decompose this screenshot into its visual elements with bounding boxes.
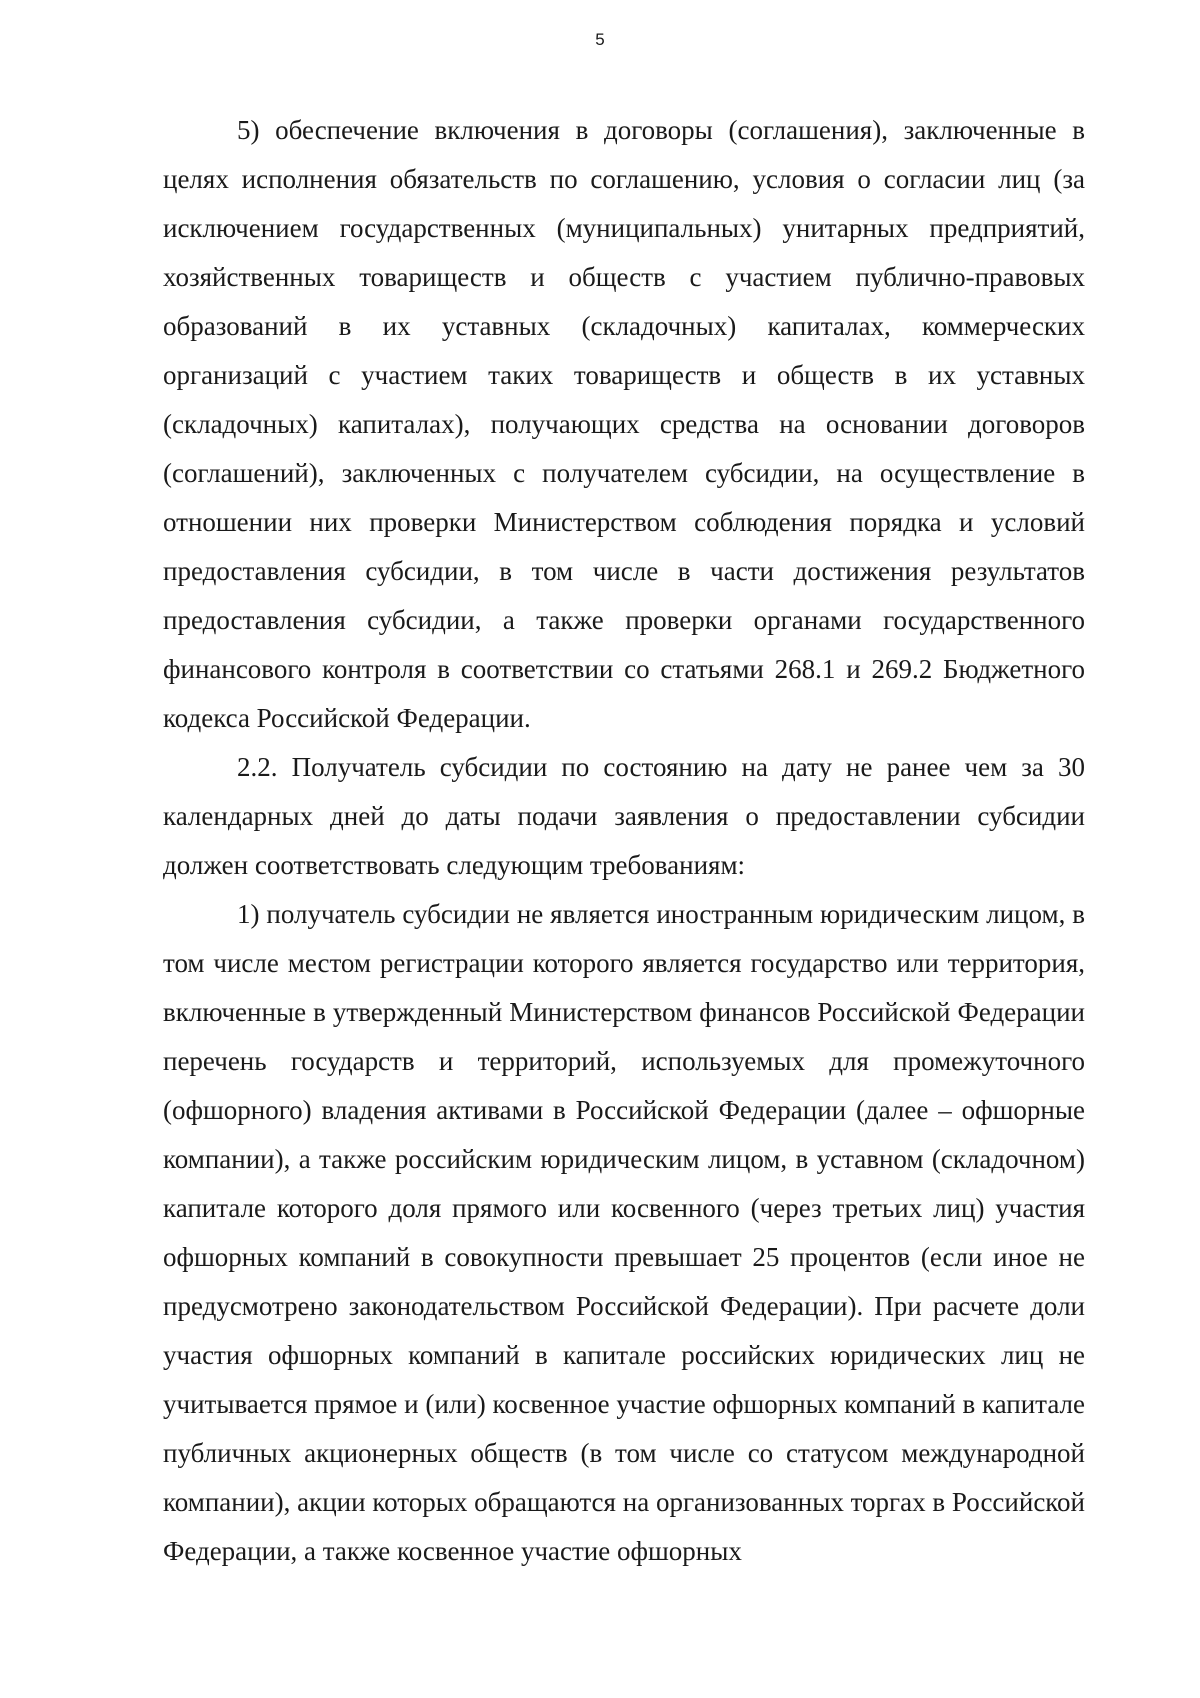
paragraph-item-1-offshore-restriction: 1) получатель субсидии не является иностранным юридическим лицом, в том числе местом регистрации которого является государство или территория, включенные в утвержденный Министерством финансов Российской Федерации перечень государств и территорий, используемых для промежуточного (офшорного) владения активами в Российской Федерации (далее – офшорные компании), а также российским юридическим лицом, в уставном (складочном) капитале которого доля прямого или косвенного (через третьих лиц) участия офшорных компаний в совокупности превышает 25 процентов (если иное не предусмотрено законодательством Российской Федерации). При расчете доли участия офшорных компаний в капитале российских юридических лиц не учитывается прямое и (или) косвенное участие офшорных компаний в капитале публичных акционерных обществ (в том числе со статусом международной компании), акции которых обращаются на организованных торгах в Российской Федерации, а также косвенное участие офшорных (163, 899, 1085, 1566)
paragraph-2-2-recipient-requirements: 2.2. Получатель субсидии по состоянию на дату не ранее чем за 30 календарных дней до даты подачи заявления о предоставлении субсидии должен соответствовать следующим требованиям: (163, 752, 1085, 880)
document-body (163, 106, 1085, 1576)
page-number: 5 (595, 30, 605, 49)
paragraph-item-5-agreement-consent: 5) обеспечение включения в договоры (соглашения), заключенные в целях исполнения обязательств по соглашению, условия о согласии лиц (за исключением государственных (муниципальных) унитарных предприятий, хозяйственных товариществ и обществ с участием публично-правовых образований в их уставных (складочных) капиталах, коммерческих организаций с участием таких товариществ и обществ в их уставных (складочных) капиталах), получающих средства на основании договоров (соглашений), заключенных с получателем субсидии, на осуществление в отношении них проверки Министерством соблюдения порядка и условий предоставления субсидии, в том числе в части достижения результатов предоставления субсидии, а также проверки органами государственного финансового контроля в соответствии со статьями 268.1 и 269.2 Бюджетного кодекса Российской Федерации. (163, 115, 1085, 733)
